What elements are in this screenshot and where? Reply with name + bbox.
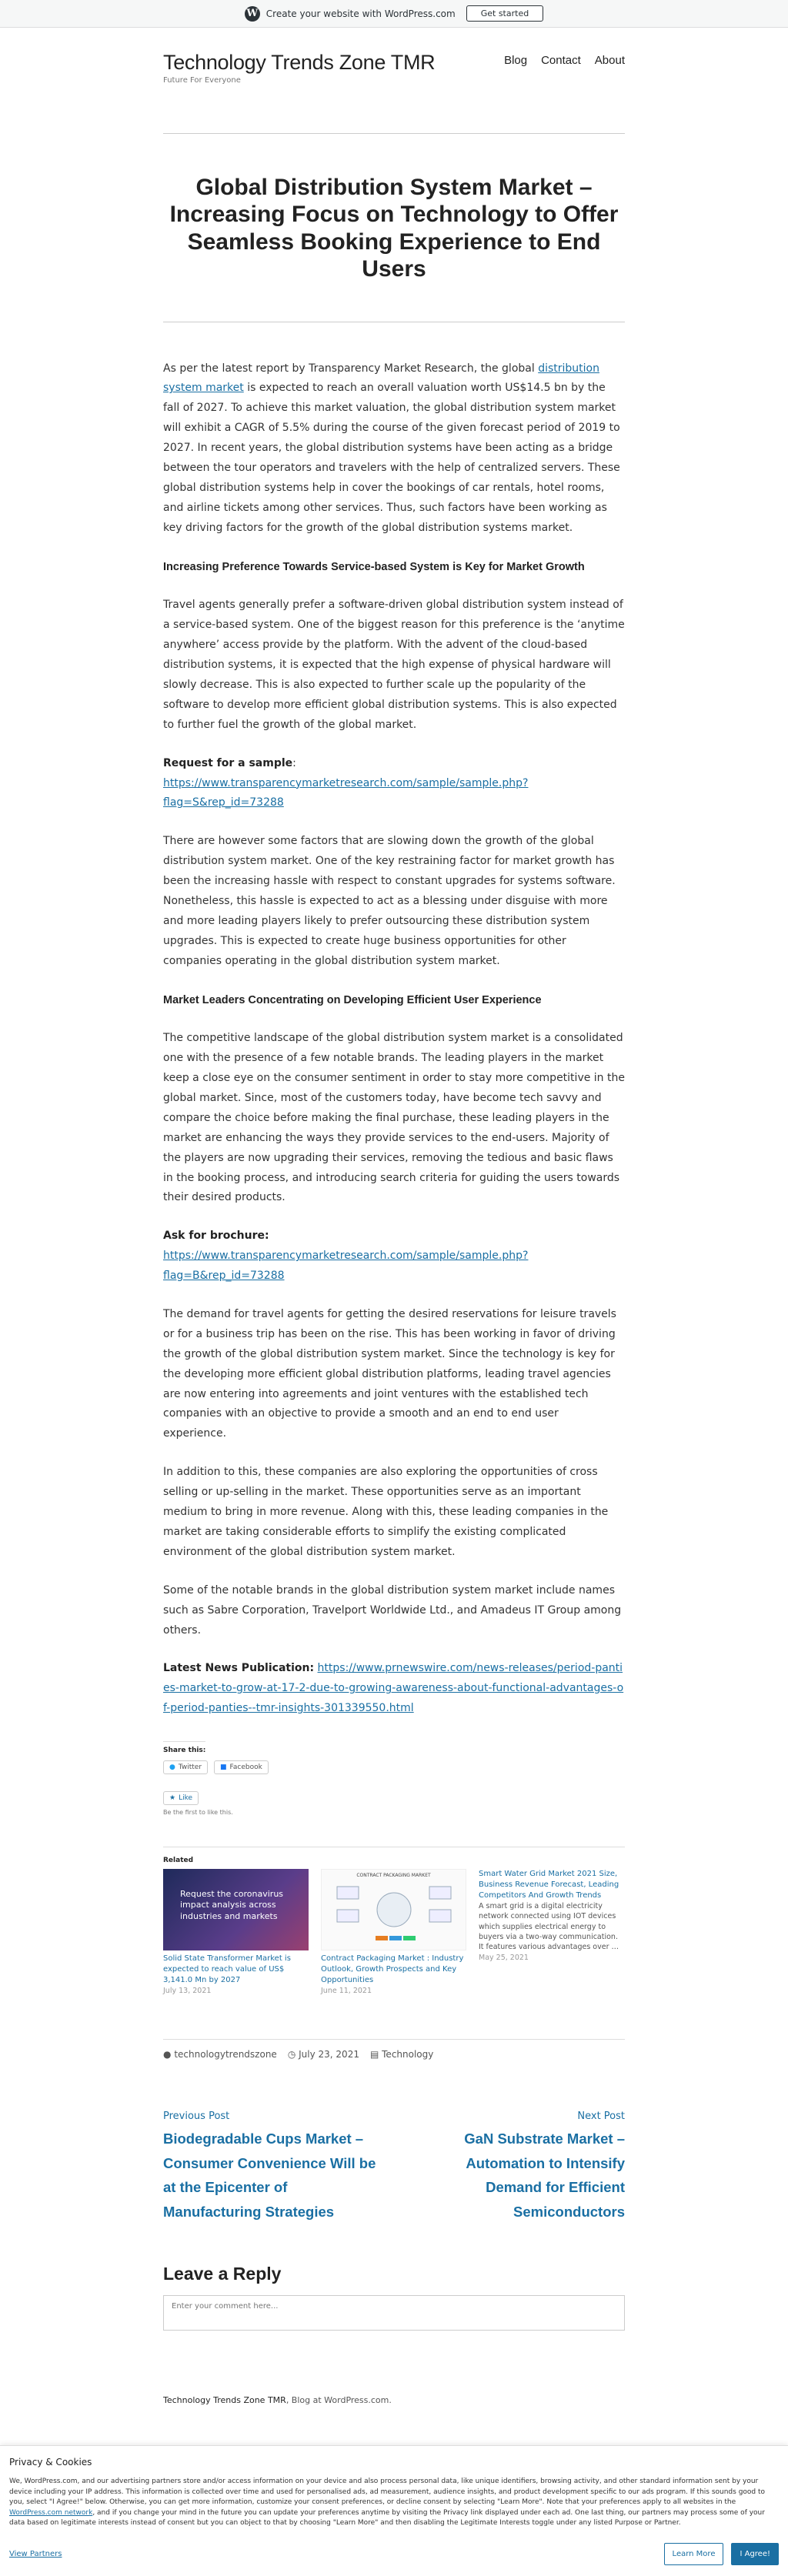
author-meta[interactable]: ● technologytrendszone <box>163 2049 277 2060</box>
wordpress-network-link[interactable]: WordPress.com network <box>9 2508 93 2517</box>
distribution-system-market-link[interactable]: distribution system market <box>163 362 599 395</box>
wordpress-banner <box>0 0 788 28</box>
agree-button[interactable]: I Agree! <box>731 2543 779 2565</box>
cookie-banner <box>0 2445 788 2576</box>
paragraph: In addition to this, these companies are also exploring the opportunities of cross selling or up-selling in the market. These opportunities serve as an important medium to bring in more revenue. Along with this, these leading companies in the market are taking considerable efforts to simplify the existing complicated environment of the global distribution system market. <box>163 1466 609 1558</box>
star-icon: ★ <box>169 1794 176 1803</box>
related-title[interactable]: Solid State Transformer Market is expected to reach value of US$ 3,141.0 Mn by 2027 <box>163 1954 291 1985</box>
paragraph: As per the latest report by Transparency Market Research, the global distribution system market is expected to reach an overall valuation worth US$14.5 bn by the fall of 2027. To achieve this market valuation, the global distribution system market will exhibit a CAGR of 5.5% during the course of the given forecast period of 2019 to 2027. In recent years, the global distribution systems have been acting as a bridge between the tour operators and travelers with the help of centralized servers. These global distribution systems help in cover the bookings of car rentals, hotel rooms, and airline tickets among other services. Thus, such factors have been working as key driving factors for the growth of the global distribution systems market. <box>163 362 620 534</box>
wordpress-logo-icon: W <box>245 6 260 22</box>
main-nav <box>504 51 625 67</box>
related-thumbnail[interactable]: CONTRACT PACKAGING MARKET <box>321 1869 466 1950</box>
wordpress-banner-text: Create your website with WordPress.com <box>265 8 456 19</box>
paragraph: The demand for travel agents for getting the desired reservations for leisure travels or for a business trip has been on the rise. This has been working in favor of driving the growth of the global distribution system market. Since the technology is key for the developing more efficient global distribution platforms, leading travel agencies are now entering into agreements and joint ventures with the established tech companies with an objective to provide a smooth and an end to end user experience. <box>163 1308 616 1440</box>
cookie-text: We, WordPress.com, and our advertising partners store and/or access information on your device and also process personal data, like unique identifiers, browsing activity, and other standard information sent by your device including your IP address. This information is collected over time and used for personalised ads, ad measurement, audience insights, and product development specific to our ads program. If this sounds good to you, select "I Agree!" below. Otherwise, you can get more information, customize your consent preferences, or decline consent by selecting "Learn More". Note that your preferences apply to all websites in the WordPress.com network, and if you change your mind in the future you can update your preferences anytime by visiting the Privacy link displayed under each ad. One last thing, our partners may process some of your data based on legitimate interests instead of consent but you can object to that by choosing "Learn More" and then disabling the Legitimate Interests toggle under any listed Purpose or Partner. <box>9 2478 766 2527</box>
share-twitter-button[interactable]: ● Twitter <box>163 1760 208 1774</box>
paragraph: Travel agents generally prefer a software-driven global distribution system instead of a service-based system. One of the biggest reason for this preference is the ‘anytime anywhere’ access provide by the platform. With the advent of the cloud-based distribution systems, it is expected that the high expense of physical hardware will slowly decrease. This is also expected to further scale up the popularity of the software to develop more efficient global distribution systems. This is also expected to further fuel the growth of the global market. <box>163 599 625 731</box>
post-content <box>163 322 625 1720</box>
site-title[interactable]: Technology Trends Zone TMR <box>163 51 436 74</box>
cookie-heading: Privacy & Cookies <box>9 2457 92 2468</box>
related-item[interactable] <box>321 1869 466 1996</box>
post-meta <box>163 2039 625 2060</box>
footer-site-link[interactable]: Technology Trends Zone TMR <box>163 2395 286 2406</box>
related-date: June 11, 2021 <box>321 1987 372 1996</box>
news-link[interactable]: https://www.prnewswire.com/news-releases/period-panties-market-to-grow-at-17-2-due-to-growing-awareness-about-functional-advantages-of-period-panties--tmr-insights-301339550.html <box>163 1662 624 1715</box>
date-meta[interactable]: ◷ July 23, 2021 <box>287 2049 359 2060</box>
facebook-icon: ■ <box>220 1763 227 1772</box>
related-item[interactable] <box>163 1869 309 1996</box>
nav-item-about[interactable]: About <box>594 54 625 67</box>
section-heading: Market Leaders Concentrating on Developing Efficient User Experience <box>163 993 542 1006</box>
like-note: Be the first to like this. <box>163 1809 233 1817</box>
related-title[interactable]: Contract Packaging Market : Industry Outlook, Growth Prospects and Key Opportunities <box>321 1954 464 1985</box>
related-date: July 13, 2021 <box>163 1987 212 1996</box>
clock-icon: ◷ <box>287 2049 296 2060</box>
brochure-link[interactable]: https://www.transparencymarketresearch.com/sample/sample.php?flag=B&rep_id=73288 <box>163 1250 529 1283</box>
related-item[interactable] <box>479 1869 624 1996</box>
site-tagline: Future For Everyone <box>163 76 241 85</box>
paragraph: The competitive landscape of the global distribution system market is a consolidated one with the presence of a few notable brands. The leading players in the market keep a close eye on the consumer sentiment in order to stay more competitive in the global market. Since, most of the customers today, have become tech savvy and compare the choice before making the final purchase, these leading players in the market are enhancing the ways they provide services to the end-users. Majority of the players are now upgrading their services, removing the tedious and basic flaws in the booking process, and introducing search criteria for guiding the users towards their desired products. <box>163 1032 625 1204</box>
related-label: Related <box>163 1857 194 1865</box>
comment-input[interactable]: Enter your comment here... <box>163 2295 625 2331</box>
section-heading: Increasing Preference Towards Service-based System is Key for Market Growth <box>163 560 585 573</box>
previous-post[interactable]: Previous Post Biodegradable Cups Market – Consumer Convenience Will be at the Epicenter of Manufacturing Strategies <box>163 2111 376 2220</box>
site-header <box>163 28 625 134</box>
share-label: Share this: <box>163 1741 205 1754</box>
site-footer: Technology Trends Zone TMR, Blog at WordPress.com. <box>163 2395 392 2406</box>
learn-more-button[interactable]: Learn More <box>664 2543 724 2565</box>
share-facebook-button[interactable]: ■ Facebook <box>214 1760 269 1774</box>
related-posts <box>163 1847 625 1996</box>
category-meta[interactable]: ▤ Technology <box>369 2049 434 2060</box>
folder-icon: ▤ <box>369 2049 379 2060</box>
brochure-request: Ask for brochure: https://www.transparencymarketresearch.com/sample/sample.php?flag=B&rep_id=73288 <box>163 1230 529 1283</box>
share-section <box>163 1740 625 1816</box>
related-thumbnail[interactable]: Request the coronavirus impact analysis across industries and markets <box>163 1869 309 1950</box>
get-started-button[interactable]: Get started <box>466 5 543 22</box>
sample-link[interactable]: https://www.transparencymarketresearch.com/sample/sample.php?flag=S&rep_id=73288 <box>163 776 529 809</box>
reply-heading: Leave a Reply <box>163 2264 282 2284</box>
next-post[interactable]: Next Post GaN Substrate Market – Automation to Intensify Demand for Efficient Semiconductors <box>464 2111 625 2220</box>
nav-item-contact[interactable]: Contact <box>541 54 581 67</box>
packaging-diagram-icon <box>322 1879 466 1950</box>
paragraph: There are however some factors that are slowing down the growth of the global distribution system market. One of the key restraining factor for market growth has been the increasing hassle with respect to constant upgrades for systems software. Nonetheless, this hassle is expected to act as a blessing under disguise with more and more leading players likely to prefer outsourcing these distribution system upgrades. This is expected to create huge business opportunities for other companies operating in the global distribution system market. <box>163 835 616 967</box>
person-icon: ● <box>163 2049 172 2060</box>
related-title[interactable]: Smart Water Grid Market 2021 Size, Business Revenue Forecast, Leading Competitors And Growth Trends <box>479 1870 619 1900</box>
paragraph: Some of the notable brands in the global distribution system market include names such as Sabre Corporation, Travelport Worldwide Ltd., and Amadeus IT Group among others. <box>163 1583 622 1637</box>
view-partners-link[interactable]: View Partners <box>9 2549 62 2558</box>
related-excerpt: A smart grid is a digital electricity network connected using IOT devices which supplies electrical energy to buyers via a two-way communication. It features various advantages over … <box>479 1902 619 1952</box>
sample-request: Request for a sample: https://www.transparencymarketresearch.com/sample/sample.php?flag=S&rep_id=73288 <box>163 756 529 809</box>
like-button[interactable]: ★ Like <box>163 1791 199 1805</box>
comment-section <box>163 2264 625 2331</box>
twitter-icon: ● <box>169 1763 175 1772</box>
nav-item-blog[interactable]: Blog <box>504 54 528 67</box>
news-publication: Latest News Publication: https://www.prnewswire.com/news-releases/period-panties-market-to-grow-at-17-2-due-to-growing-awareness-about-functional-advantages-of-period-panties--tmr-insights-301339550.html <box>163 1662 624 1715</box>
post-navigation <box>163 2111 625 2224</box>
post-title: Global Distribution System Market – Increasing Focus on Technology to Offer Seamless Booking Experience to End Users <box>169 175 619 282</box>
related-date: May 25, 2021 <box>479 1953 529 1962</box>
